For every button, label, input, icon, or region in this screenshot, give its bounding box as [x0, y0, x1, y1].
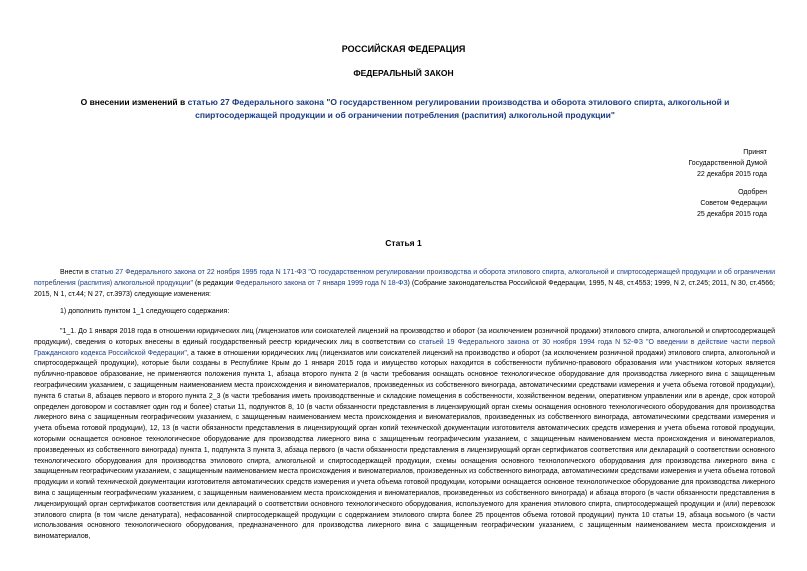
item-1-paragraph: 1) дополнить пунктом 1_1 следующего содержания: — [60, 308, 230, 315]
council-label: Одобрен — [738, 189, 767, 196]
law-type-heading: ФЕДЕРАЛЬНЫЙ ЗАКОН — [353, 68, 454, 78]
duma-label: Принят — [743, 149, 767, 156]
duma-adoption — [688, 147, 767, 180]
law-title — [60, 96, 750, 122]
intro-text-1: Внести в — [60, 269, 91, 276]
article-heading: Статья 1 — [385, 238, 422, 248]
quote-text-2: , а также в отношении юридических лиц (лицензиатов или соискателей лицензий на производство и оборот (за исключением розничной продажи) этилового спирта, алкогольной и спиртосодержащей продукции), которые были созданы в Республике Крым до 1 января 2015 года и имущество которых находится в собственности публично-правового образования или участником которых является публично-правовое образование, не применяются положения пункта 1, абзаца второго пункта 2 (в части требования оснащать основное технологическое оборудование для производства ликерного вина с защищенным географическим указанием, с защищенным наименованием места происхождения и виноматериалов, произведенных из собственного винограда, автоматическими средствами измерения и учета объема готовой продукции), пункта 6 статьи 8, абзацев первого и второго пункта 2_3 (в части требования иметь производственные и складские помещения в собственности, хозяйственном ведении, оперативном управлении или в аренде, срок которой определен договором и составляет один год и более) статьи 11, подпунктов 8, 10 (в части обязанности представления в лицензирующий орган схемы оснащения основного технологического оборудования для производства ликерного вина с защищенным географическим указанием, с защищенным наименованием места происхождения и виноматериалов, произведенных из собственного винограда, автоматическими средствами измерения и учета объема готовой продукции), 12, 13 (в части обязанности представления в лицензирующий орган копий технической документации изготовителя автоматических средств измерения и учета объема готовой продукции, которыми оснащается основное технологическое оборудование для производства ликерного вина с защищенным географическим указанием, с защищенным наименованием места происхождения и виноматериалов, произведенных из собственного винограда) пункта 1, подпункта 3 пункта 3, абзаца первого (в части обязанности представления в лицензирующий орган сертификатов соответствия или деклараций о соответствии основного технологического оборудования для производства этилового спирта, алкогольной и спиртосодержащей продукции, схемы оснащения основного технологического оборудования для производства ликерного вина с защищенным географическим указанием, с защищенным наименованием места происхождения и виноматериалов, произведенных из собственного винограда, автоматическими средствами измерения и учета объема готовой продукции и копий технической документации изготовителя автоматических средств измерения и учета объема готовой продукции, которыми оснащается основное технологическое оборудование для производства ликерного вина с защищенным географическим указанием, с защищенным наименованием места происхождения и виноматериалов, произведенных из собственного винограда) и абзаца второго (в части обязанности представления в лицензирующий орган сертификатов соответствия или деклараций о соответствии основного технологического оборудования, используемого для хранения этилового спирта, спиртосодержащей продукции и (или) перевозок этилового спирта (в том числе денатурата), нефасованной спиртосодержащей продукции с содержанием этилового спирта более 25 процентов объема готовой продукции) пункта 10 статьи 19, абзаца восьмого (в части использования основного технологического оборудования, предназначенного для производства ликерного вина с защищенным географическим указанием, с защищенным наименованием места происхождения и виноматериалов, — [34, 349, 775, 541]
intro-link-article-27[interactable]: статью 27 Федерального закона от 22 ноября 1995 года N 171-ФЗ "О государственном регулировании производства и оборота этилового спирта, алкогольной и спиртосодержащей продукции и об ограничении потребления (распития) алкогольной продукции" — [34, 269, 776, 287]
country-heading: РОССИЙСКАЯ ФЕДЕРАЦИЯ — [341, 44, 466, 54]
intro-text-2: (в редакции — [193, 279, 236, 287]
council-body: Советом Федерации — [700, 200, 767, 207]
intro-text-3: ) (Собрание законодательства Российской Федерации, 1995, N 48, ст.4553; 1999, N 2, ст.245; 2011, N 30, ст.4566; 2015, N 1, ст.44; N 27, ст.3973) следующие изменения: — [34, 279, 775, 298]
law-title-prefix: О внесении изменений в — [80, 97, 188, 107]
council-approval — [697, 187, 767, 220]
intro-link-law-18fz[interactable]: Федерального закона от 7 января 1999 года N 18-ФЗ — [235, 279, 408, 287]
quote-text-1: "1_1. До 1 января 2018 года в отношении юридических лиц (лицензиатов или соискателей лицензий на производство и оборот (за исключением розничной продажи) этилового спирта, алкогольной и спиртосодержащей продукции), сведения о которых внесены в единый государственный реестр юридических лиц в соответствии со — [34, 328, 775, 346]
quote-link-article-19[interactable]: статьей 19 Федерального закона от 30 ноября 1994 года N 52-ФЗ "О введении в действие части первой Гражданского кодекса Российской Федерации" — [34, 338, 775, 357]
duma-body: Государственной Думой — [688, 160, 767, 167]
article-intro-paragraph — [34, 268, 775, 300]
quoted-paragraph — [34, 327, 775, 543]
council-date: 25 декабря 2015 года — [696, 211, 767, 218]
duma-date: 22 декабря 2015 года — [696, 171, 767, 178]
law-title-link[interactable]: статью 27 Федерального закона "О государственном регулировании производства и оборота этилового спирта, алкогольной и спиртосодержащей продукции и об ограничении потребления (распития) алкогольной продукции" — [187, 97, 730, 120]
